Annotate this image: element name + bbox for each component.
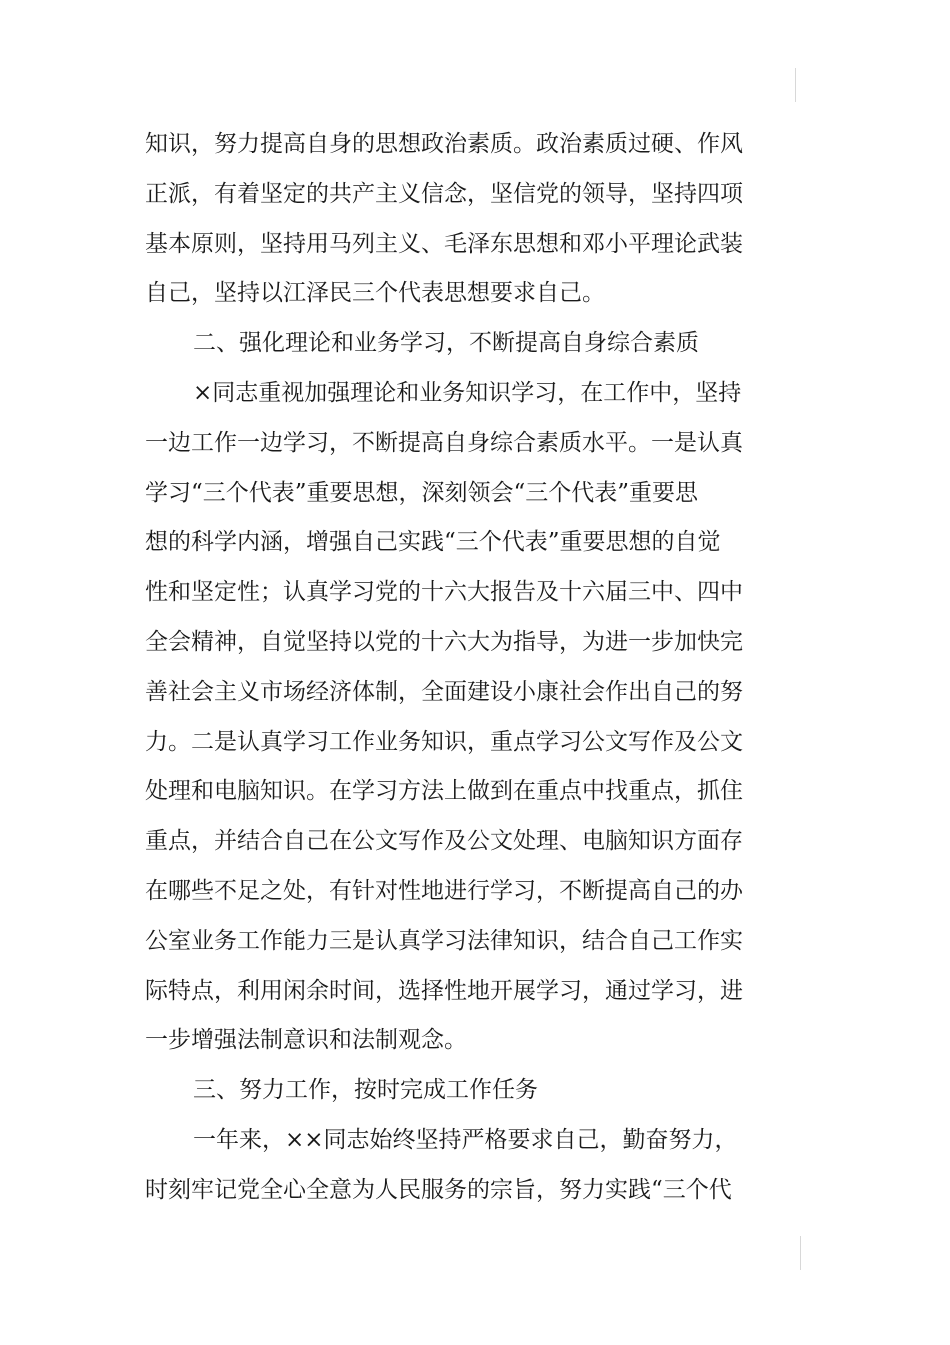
text-line: 善社会主义市场经济体制，全面建设小康社会作出自己的努 [145,678,743,705]
text-line: 想的科学内涵，增强自己实践“三个代表”重要思想的自觉 [145,529,721,556]
text-line: 知识，努力提高自身的思想政治素质。政治素质过硬、作风 [145,131,743,157]
text-line: 处理和电脑知识。在学习方法上做到在重点中找重点，抓住 [145,778,743,805]
text-line: 性和坚定性；认真学习党的十六大报告及十六届三中、四中 [145,579,743,606]
text-line: 在哪些不足之处，有针对性地进行学习，不断提高自己的办 [145,877,743,904]
text-line: 学习“三个代表”重要思想，深刻领会“三个代表”重要思 [145,479,699,506]
page-edge-mark-top [795,68,796,102]
text-line: 一年来，××同志始终坚持严格要求自己，勤奋努力， [193,1126,738,1153]
text-line: 公室业务工作能力三是认真学习法律知识，结合自己工作实 [145,927,743,954]
text-line: 一步增强法制意识和法制观念。 [145,1027,467,1054]
page-edge-mark-bottom [800,1236,801,1270]
text-line: 自己，坚持以江泽民三个代表思想要求自己。 [145,280,605,307]
section-heading-3: 三、努力工作，按时完成工作任务 [193,1077,538,1104]
text-line: 重点，并结合自己在公文写作及公文处理、电脑知识方面存 [145,828,743,855]
text-line: 力。二是认真学习工作业务知识，重点学习公文写作及公文 [145,728,743,755]
text-line: 一边工作一边学习，不断提高自身综合素质水平。一是认真 [145,429,743,456]
text-line: 际特点，利用闲余时间，选择性地开展学习，通过学习，进 [145,977,743,1004]
text-line: 正派，有着坚定的共产主义信念，坚信党的领导，坚持四项 [145,180,743,207]
text-line: 时刻牢记党全心全意为人民服务的宗旨，努力实践“三个代 [145,1176,732,1203]
text-line: ×同志重视加强理论和业务知识学习，在工作中，坚持 [193,379,742,406]
text-line: 基本原则，坚持用马列主义、毛泽东思想和邓小平理论武装 [145,230,743,257]
document-body [145,120,745,1216]
text-line: 全会精神，自觉坚持以党的十六大为指导，为进一步加快完 [145,628,743,655]
section-heading-2: 二、强化理论和业务学习，不断提高自身综合素质 [193,330,699,357]
